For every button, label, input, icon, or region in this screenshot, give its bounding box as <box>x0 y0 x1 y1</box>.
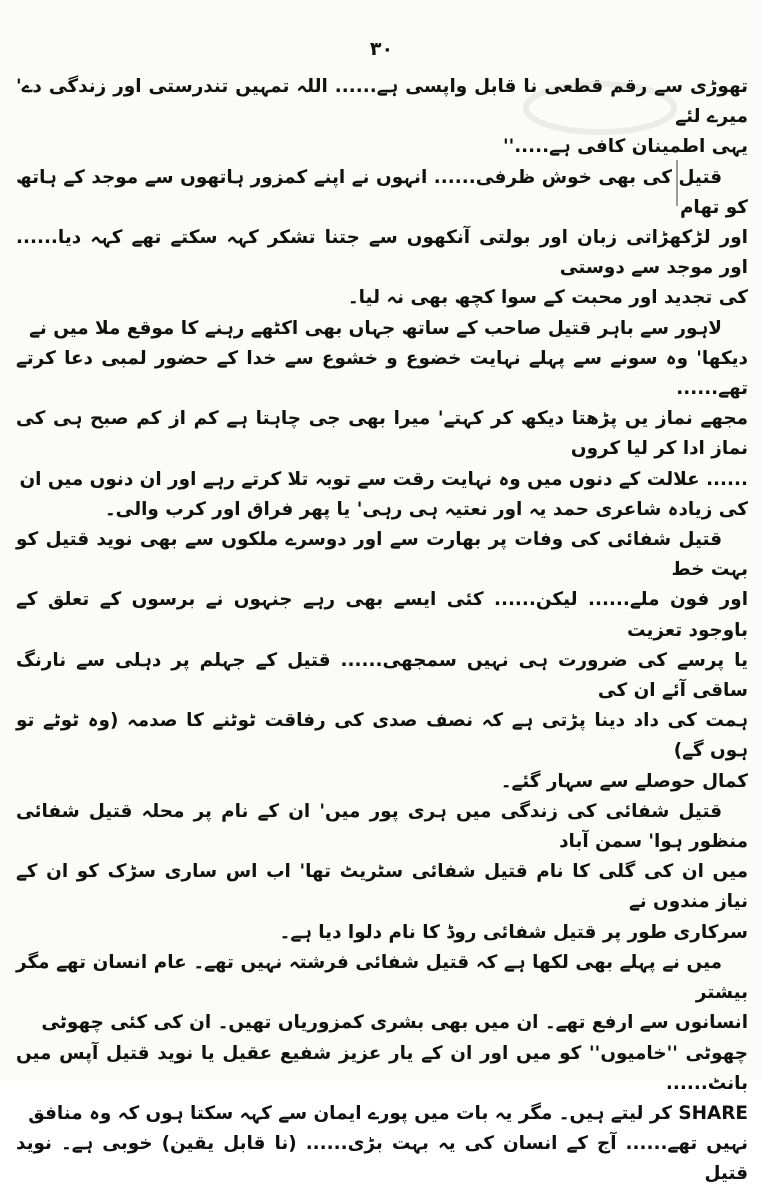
text-line: کمال حوصلے سے سہار گئے۔ <box>500 770 748 792</box>
text-line: دیکھا' وہ سونے سے پہلے نہایت خضوع و خشوع سے خدا کے حضور لمبی دعا کرتے تھے...... <box>16 347 748 400</box>
text-line: سرکاری طور پر قتیل شفائی روڈ کا نام دلوا دیا ہے۔ <box>279 921 748 943</box>
text-line: یا پرسے کی ضرورت ہی نہیں سمجھی...... قتیل کے جہلم پر دہلی سے نارنگ ساقی آئے ان کی <box>16 649 748 702</box>
text-line: SHARE کر لیتے ہیں۔ مگر یہ بات میں پورے ایمان سے کہہ سکتا ہوں کہ وہ منافق <box>28 1102 748 1124</box>
text-line: ...... علالت کے دنوں میں وہ نہایت رقت سے توبہ تلا کرتے رہے اور ان دنوں میں ان <box>19 468 748 490</box>
text-line: نہیں تھے...... آج کے انسان کی یہ بہت بڑی...... (نا قابل یقین) خوبی ہے۔ نوید قتیل <box>16 1133 748 1185</box>
body-text <box>16 72 748 1190</box>
text-line: ہمت کی داد دینا پڑتی ہے کہ نصف صدی کی رفاقت ٹوٹنے کا صدمہ (وہ ٹوٹے تو ہوں گے) <box>16 710 748 762</box>
text-line: میں ان کی گلی کا نام قتیل شفائی سٹریٹ تھا' اب اس ساری سڑک کو ان کے نیاز مندوں نے <box>16 861 748 913</box>
text-line: اور لڑکھڑاتی زبان اور بولتی آنکھوں سے جتنا تشکر کہہ سکتے تھے کہہ دیا...... اور موجد سے دوستی <box>16 227 748 279</box>
text-line: کی تجدید اور محبت کے سوا کچھ بھی نہ لیا۔ <box>347 287 748 309</box>
text-line: لاہور سے باہر قتیل صاحب کے ساتھ جہاں بھی اکٹھے رہنے کا موقع ملا میں نے <box>29 317 722 339</box>
text-line: میں نے پہلے بھی لکھا ہے کہ قتیل شفائی فرشتہ نہیں تھے۔ عام انسان تھے مگر بیشتر <box>16 951 748 1004</box>
text-line: یہی اطمینان کافی ہے.....'' <box>502 136 748 158</box>
text-line: قتیل شفائی کی زندگی میں ہری پور میں' ان کے نام پر محلہ قتیل شفائی منظور ہوا' سمن آباد <box>16 800 748 853</box>
text-line: چھوٹی ''خامیوں'' کو میں اور ان کے یار عزیز شفیع عقیل یا نوید قتیل آپس میں بانٹ...... <box>16 1042 748 1094</box>
text-line: کی زیادہ شاعری حمد یہ اور نعتیہ ہی رہی' یا پھر فراق اور کرب والی۔ <box>104 498 748 520</box>
page-number: ۳۰ <box>369 38 394 60</box>
text-line: قتیل کی بھی خوش ظرفی...... انہوں نے اپنے کمزور ہاتھوں سے موجد کے ہاتھ کو تھام <box>16 166 748 218</box>
text-line: تھوڑی سے رقم قطعی نا قابل واپسی ہے...... اللہ تمہیں تندرستی اور زندگی دے' میرے لئے <box>16 76 748 128</box>
text-line: قتیل شفائی کی وفات پر بھارت سے اور دوسرے ملکوں سے بھی نوید قتیل کو بہت خط <box>16 529 748 581</box>
text-line: اور فون ملے...... لیکن...... کئی ایسے بھی رہے جنہوں نے برسوں کے تعلق کے باوجود تعزیت <box>16 589 748 641</box>
text-line: انسانوں سے ارفع تھے۔ ان میں بھی بشری کمزوریاں تھیں۔ ان کی کئی چھوٹی <box>41 1012 748 1034</box>
text-line: مجھے نماز یں پڑھتا دیکھ کر کہتے' میرا بھی جی چاہتا ہے کم از کم صبح ہی کی نماز ادا کر لیا کروں <box>16 408 748 460</box>
